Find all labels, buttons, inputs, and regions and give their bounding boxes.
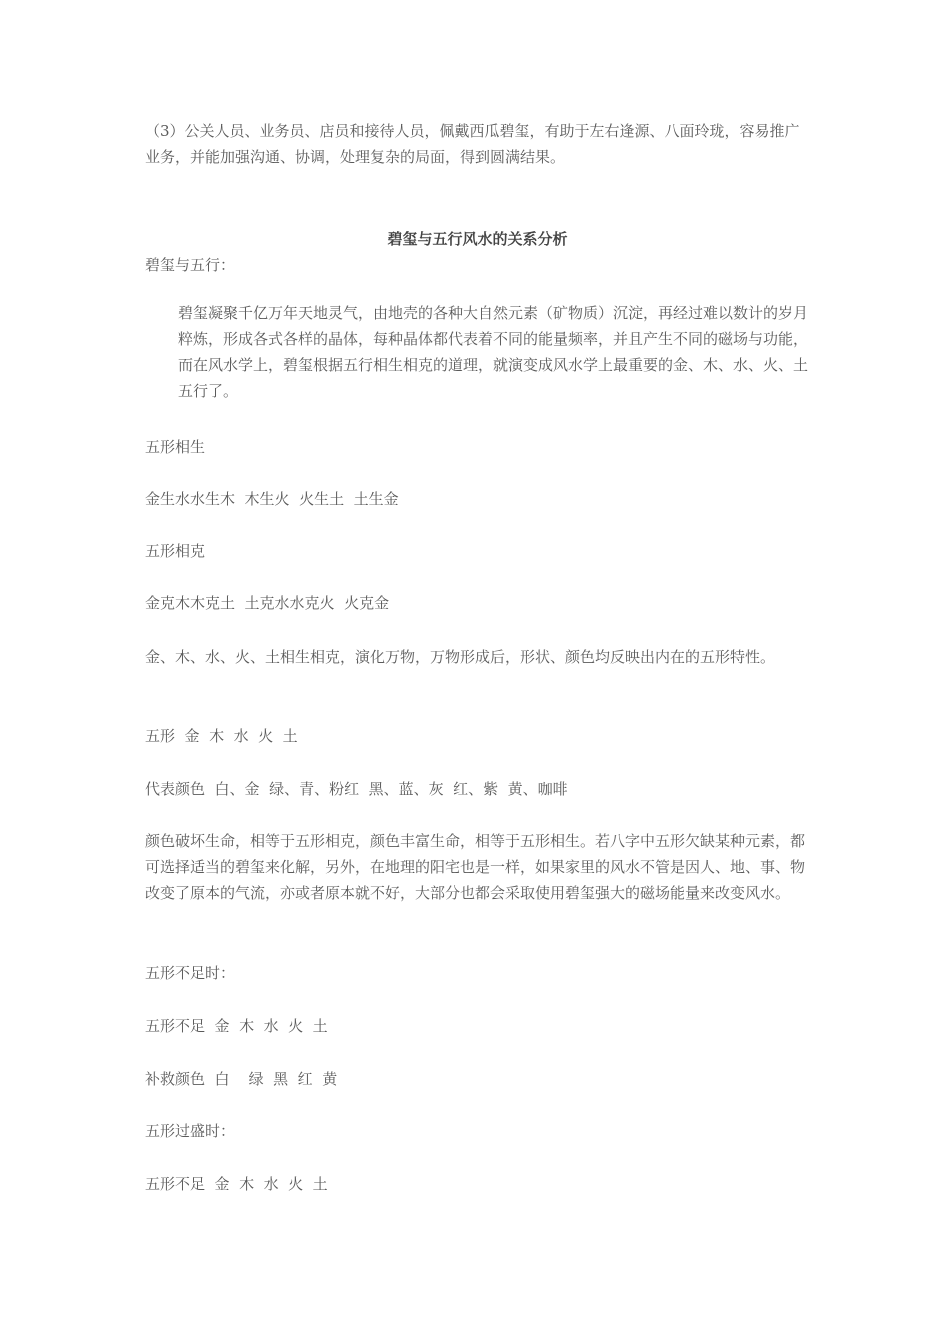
row-colors: 代表颜色 白、金 绿、青、粉红 黑、蓝、灰 红、紫 黄、咖啡 (145, 780, 568, 798)
text-xiangsheng: 金生水水生木 木生火 火生土 土生金 (145, 490, 399, 508)
section-title: 碧玺与五行风水的关系分析 (387, 230, 568, 248)
paragraph-staff: （3）公关人员、业务员、店员和接待人员，佩戴西瓜碧玺，有助于左右逢源、八面玲珑，容易推广业务，并能加强沟通、协调，处理复杂的局面，得到圆满结果。 (145, 122, 800, 166)
text-xiangke: 金克木木克土 土克水水克火 火克金 (145, 594, 390, 612)
row-buzu: 五形不足 金 木 水 火 土 (145, 1017, 328, 1035)
paragraph-wanwu: 金、木、水、火、土相生相克，演化万物，万物形成后，形状、颜色均反映出内在的五形特性。 (145, 648, 776, 666)
label-xiangke: 五形相克 (145, 542, 206, 560)
label-guosheng: 五形过盛时： (145, 1122, 236, 1140)
label-buzu: 五形不足时： (145, 964, 236, 982)
paragraph-intro: 碧玺凝聚千亿万年天地灵气，由地壳的各种大自然元素（矿物质）沉淀，再经过难以数计的岁月粹炼，形成各式各样的晶体，每种晶体都代表着不同的能量频率，并且产生不同的磁场与功能，而在风水学上，碧玺根据五行相生相克的道理，就演变成风水学上最重要的金、木、水、火、土五行了。 (178, 304, 809, 400)
paragraph-colors: 颜色破坏生命，相等于五形相克，颜色丰富生命，相等于五形相生。若八字中五形欠缺某种元素，都可选择适当的碧玺来化解，另外，在地理的阳宅也是一样，如果家里的风水不管是因人、地、事、物改变了原本的气流，亦或者原本就不好，大部分也都会采取使用碧玺强大的磁场能量来改变风水。 (145, 832, 806, 902)
subheading-wuxing: 碧玺与五行： (145, 256, 236, 274)
label-xiangsheng: 五形相生 (145, 438, 206, 456)
row-guosheng: 五形不足 金 木 水 火 土 (145, 1175, 328, 1193)
row-bujiu: 补救颜色 白 绿 黑 红 黄 (145, 1070, 338, 1088)
row-elements: 五形 金 木 水 火 土 (145, 727, 298, 745)
